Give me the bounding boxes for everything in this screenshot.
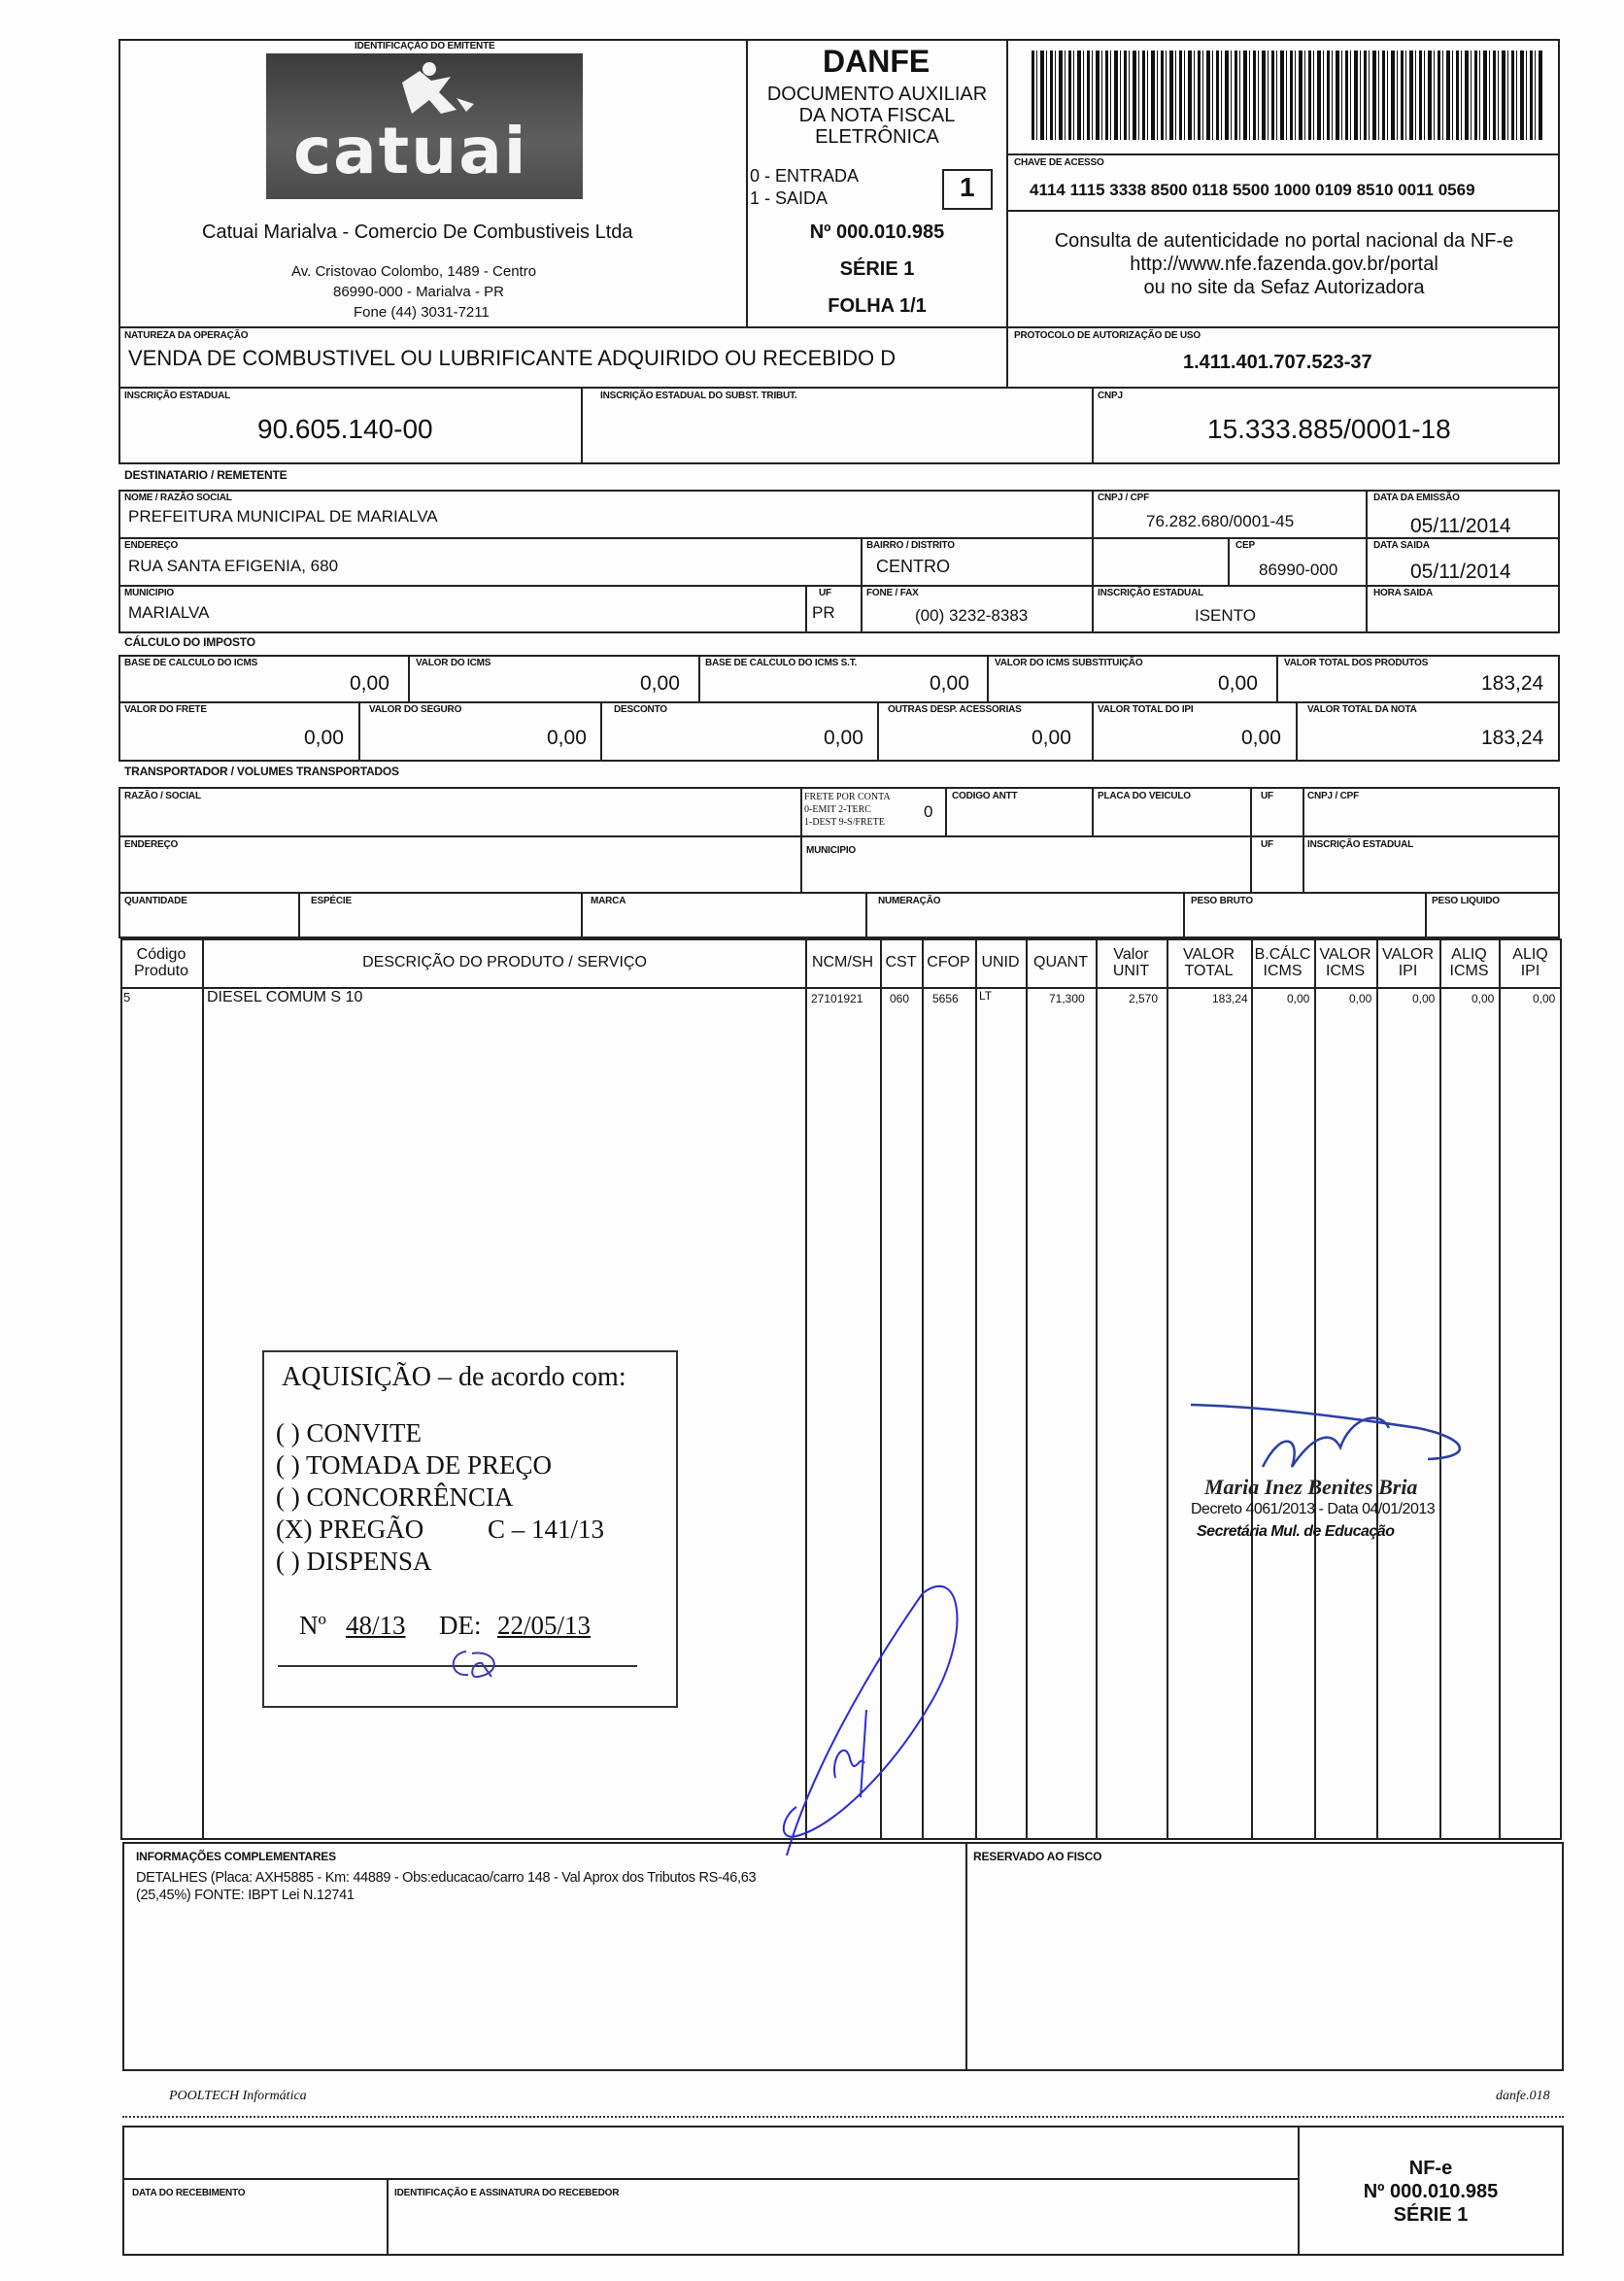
numeracao-label: NUMERAÇÃO bbox=[878, 896, 941, 906]
td-vicms: 0,00 bbox=[1349, 992, 1372, 1005]
stamp-pregao: (X) PREGÃO bbox=[276, 1515, 424, 1544]
marca-label: MARCA bbox=[591, 896, 626, 906]
th-cfop: CFOP bbox=[927, 954, 970, 970]
canhoto-numero: Nº 000.010.985 bbox=[1363, 2181, 1499, 2202]
dest-fone-label: FONE / FAX bbox=[866, 588, 919, 598]
dest-nome-label: NOME / RAZÃO SOCIAL bbox=[124, 493, 232, 503]
th-aipi-1: ALIQ bbox=[1512, 946, 1548, 963]
signature-cargo: Secretária Mul. de Educação bbox=[1197, 1523, 1395, 1540]
dest-cep: 86990-000 bbox=[1259, 561, 1338, 579]
data-recebimento-label: DATA DO RECEBIMENTO bbox=[132, 2188, 246, 2198]
dest-hora-label: HORA SAIDA bbox=[1373, 588, 1433, 598]
total-ipi-label: VALOR TOTAL DO IPI bbox=[1098, 704, 1194, 715]
th-cst: CST bbox=[885, 954, 917, 970]
dest-bairro-label: BAIRRO / DISTRITO bbox=[866, 540, 955, 551]
cut-line bbox=[122, 2116, 1564, 2118]
transp-razao-label: RAZÃO / SOCIAL bbox=[124, 791, 201, 801]
td-vtotal: 183,24 bbox=[1212, 992, 1248, 1005]
total-produtos-label: VALOR TOTAL DOS PRODUTOS bbox=[1284, 658, 1429, 668]
valor-icms-value: 0,00 bbox=[640, 672, 680, 695]
dest-nome: PREFEITURA MUNICIPAL DE MARIALVA bbox=[128, 507, 438, 526]
stamp-tomada: ( ) TOMADA DE PREÇO bbox=[276, 1450, 553, 1480]
th-descricao: DESCRIÇÃO DO PRODUTO / SERVIÇO bbox=[362, 954, 647, 970]
valor-icms-label: VALOR DO ICMS bbox=[416, 658, 491, 668]
total-nota-label: VALOR TOTAL DA NOTA bbox=[1307, 704, 1417, 715]
danfe-subtitle-1: DOCUMENTO AUXILIAR bbox=[766, 84, 988, 105]
ie-label: INSCRIÇÃO ESTADUAL bbox=[124, 391, 230, 401]
dest-cnpj: 76.282.680/0001-45 bbox=[1146, 512, 1295, 530]
tipo-value: 1 bbox=[960, 172, 975, 202]
th-codigo-1: Código bbox=[136, 946, 186, 963]
transp-uf-label: UF bbox=[1261, 791, 1273, 801]
desconto-label: DESCONTO bbox=[614, 704, 667, 715]
signature-decreto: Decreto 4061/2013 - Data 04/01/2013 bbox=[1191, 1501, 1436, 1517]
outras-desp-value: 0,00 bbox=[1032, 727, 1071, 749]
protocolo-value: 1.411.401.707.523-37 bbox=[1183, 352, 1372, 373]
frete-conta-l2: 0-EMIT 2-TERC bbox=[804, 804, 871, 815]
stamp-de: 22/05/13 bbox=[497, 1611, 592, 1640]
danfe-title: DANFE bbox=[823, 44, 930, 79]
natureza-label: NATUREZA DA OPERAÇÃO bbox=[124, 330, 249, 341]
consulta-line-3: ou no site da Sefaz Autorizadora bbox=[1143, 277, 1425, 298]
company-phone: Fone (44) 3031-7211 bbox=[354, 304, 490, 321]
td-unid: LT bbox=[979, 989, 993, 1003]
chave-value: 4114 1115 3338 8500 0118 5500 1000 0109 8510 0011 0569 bbox=[1030, 181, 1475, 199]
th-aipi-2: IPI bbox=[1520, 963, 1540, 979]
frete-label: VALOR DO FRETE bbox=[124, 704, 207, 715]
td-vunit: 2,570 bbox=[1129, 992, 1159, 1005]
natureza-value: VENDA DE COMBUSTIVEL OU LUBRIFICANTE ADQUIRIDO OU RECEBIDO D bbox=[128, 346, 897, 370]
base-icms-st-label: BASE DE CALCULO DO ICMS S.T. bbox=[705, 658, 858, 668]
barcode bbox=[1032, 51, 1544, 140]
th-vipi-2: IPI bbox=[1398, 963, 1418, 979]
stamp-initials-icon bbox=[439, 1644, 507, 1683]
td-descricao: DIESEL COMUM S 10 bbox=[207, 989, 363, 1005]
td-vipi: 0,00 bbox=[1412, 992, 1436, 1005]
total-produtos-value: 183,24 bbox=[1481, 672, 1544, 695]
protocolo-label: PROTOCOLO DE AUTORIZAÇÃO DE USO bbox=[1014, 330, 1201, 341]
td-aipi: 0,00 bbox=[1533, 992, 1556, 1005]
th-codigo-2: Produto bbox=[133, 963, 189, 979]
peso-liquido-label: PESO LIQUIDO bbox=[1432, 896, 1500, 906]
transp-municipio-label: MUNICIPIO bbox=[806, 845, 856, 856]
stamp-num-label: Nº bbox=[299, 1611, 326, 1640]
transp-uf2-label: UF bbox=[1261, 839, 1273, 850]
company-name: Catuai Marialva - Comercio De Combustiveis Ltda bbox=[202, 221, 633, 243]
td-bcalc: 0,00 bbox=[1287, 992, 1310, 1005]
fisco-label: RESERVADO AO FISCO bbox=[973, 1850, 1102, 1863]
stamp-dispensa: ( ) DISPENSA bbox=[276, 1547, 432, 1576]
transportador-section: TRANSPORTADOR / VOLUMES TRANSPORTADOS bbox=[124, 765, 399, 778]
dest-uf-label: UF bbox=[819, 588, 831, 598]
placa-label: PLACA DO VEICULO bbox=[1098, 791, 1191, 801]
dest-emissao-label: DATA DA EMISSÃO bbox=[1373, 493, 1460, 503]
th-aicms-2: ICMS bbox=[1449, 963, 1489, 979]
th-vipi-1: VALOR bbox=[1381, 946, 1435, 963]
th-bcalc-1: B.CÁLC bbox=[1254, 946, 1311, 963]
danfe-numero: Nº 000.010.985 bbox=[809, 221, 945, 243]
danfe-subtitle-3: ELETRÔNICA bbox=[815, 126, 939, 148]
th-vicms-2: ICMS bbox=[1326, 963, 1365, 979]
td-quant: 71,300 bbox=[1049, 992, 1085, 1005]
frete-value: 0,00 bbox=[304, 727, 344, 749]
dest-saida-label: DATA SAIDA bbox=[1373, 540, 1430, 551]
logo-text: catuai bbox=[293, 114, 528, 188]
dest-emissao: 05/11/2014 bbox=[1410, 515, 1511, 537]
icms-subst-label: VALOR DO ICMS SUBSTITUIÇÃO bbox=[995, 658, 1143, 668]
th-vtotal-1: VALOR bbox=[1182, 946, 1235, 963]
frete-conta-value: 0 bbox=[924, 802, 933, 821]
base-icms-st-value: 0,00 bbox=[930, 672, 969, 695]
signature-name: Maria Inez Benites Bria bbox=[1204, 1475, 1418, 1499]
emitente-label: IDENTIFICAÇÃO DO EMITENTE bbox=[355, 41, 495, 51]
peso-bruto-label: PESO BRUTO bbox=[1191, 896, 1253, 906]
canhoto-serie: SÉRIE 1 bbox=[1393, 2204, 1469, 2226]
dest-fone: (00) 3232-8383 bbox=[915, 606, 1029, 625]
dest-cep-label: CEP bbox=[1235, 540, 1255, 551]
stamp-concorrencia: ( ) CONCORRÊNCIA bbox=[276, 1482, 514, 1512]
td-aicms: 0,00 bbox=[1472, 992, 1495, 1005]
dest-municipio: MARIALVA bbox=[128, 603, 210, 622]
ie-st-label: INSCRIÇÃO ESTADUAL DO SUBST. TRIBUT. bbox=[600, 391, 797, 401]
stamp-title: AQUISIÇÃO – de acordo com: bbox=[282, 1362, 626, 1392]
dest-uf: PR bbox=[812, 603, 835, 622]
transp-endereco-label: ENDEREÇO bbox=[124, 839, 179, 850]
dest-ie: ISENTO bbox=[1195, 606, 1256, 625]
td-codigo: 5 bbox=[123, 990, 131, 1004]
seguro-label: VALOR DO SEGURO bbox=[369, 704, 462, 715]
company-logo bbox=[266, 53, 583, 199]
dest-cnpj-label: CNPJ / CPF bbox=[1098, 493, 1150, 503]
footer-form: danfe.018 bbox=[1496, 2089, 1550, 2103]
th-ncm: NCM/SH bbox=[811, 954, 874, 970]
company-address: Av. Cristovao Colombo, 1489 - Centro bbox=[291, 263, 537, 280]
th-quant: QUANT bbox=[1033, 954, 1088, 970]
th-bcalc-2: ICMS bbox=[1263, 963, 1303, 979]
company-city: 86990-000 - Marialva - PR bbox=[333, 284, 504, 300]
chave-label: CHAVE DE ACESSO bbox=[1014, 157, 1104, 168]
total-ipi-value: 0,00 bbox=[1241, 727, 1281, 749]
cnpj-value: 15.333.885/0001-18 bbox=[1207, 414, 1451, 444]
stamp-pregao-num: C – 141/13 bbox=[488, 1515, 605, 1544]
danfe-folha: FOLHA 1/1 bbox=[828, 295, 927, 317]
consulta-line-1: Consulta de autenticidade no portal nacional da NF-e bbox=[1054, 230, 1514, 252]
total-nota-value: 183,24 bbox=[1481, 727, 1544, 749]
td-cst: 060 bbox=[890, 992, 910, 1005]
consulta-line-2: http://www.nfe.fazenda.gov.br/portal bbox=[1130, 254, 1438, 275]
dest-municipio-label: MUNICIPIO bbox=[124, 588, 174, 598]
th-vunit-2: UNIT bbox=[1112, 963, 1150, 979]
info-label: INFORMAÇÕES COMPLEMENTARES bbox=[136, 1850, 336, 1863]
transp-ie-label: INSCRIÇÃO ESTADUAL bbox=[1307, 839, 1413, 850]
imposto-section: CÁLCULO DO IMPOSTO bbox=[124, 635, 255, 649]
antt-label: CODIGO ANTT bbox=[952, 791, 1018, 801]
dest-endereco-label: ENDEREÇO bbox=[124, 540, 179, 551]
ie-value: 90.605.140-00 bbox=[257, 414, 433, 444]
entrada-option: 0 - ENTRADA bbox=[750, 166, 860, 186]
dest-endereco: RUA SANTA EFIGENIA, 680 bbox=[128, 557, 339, 575]
icms-subst-value: 0,00 bbox=[1218, 672, 1258, 695]
base-icms-value: 0,00 bbox=[350, 672, 389, 695]
info-line-1: DETALHES (Placa: AXH5885 - Km: 44889 - Obs:educacao/carro 148 - Val Aprox dos Tributos RS-46,63 bbox=[136, 1870, 757, 1886]
th-vicms-1: VALOR bbox=[1319, 946, 1371, 963]
danfe-subtitle-2: DA NOTA FISCAL bbox=[798, 105, 956, 126]
td-ncm: 27101921 bbox=[811, 992, 863, 1005]
transp-cnpj-label: CNPJ / CPF bbox=[1307, 791, 1360, 801]
stamp-convite: ( ) CONVITE bbox=[276, 1418, 422, 1447]
info-line-2: (25,45%) FONTE: IBPT Lei N.12741 bbox=[136, 1888, 355, 1903]
stamp-de-label: DE: bbox=[439, 1611, 482, 1640]
especie-label: ESPÉCIE bbox=[311, 896, 352, 906]
stamp-num: 48/13 bbox=[346, 1611, 406, 1640]
th-aicms-1: ALIQ bbox=[1451, 946, 1487, 963]
canhoto-nfe: NF-e bbox=[1408, 2158, 1453, 2179]
danfe-serie: SÉRIE 1 bbox=[839, 258, 915, 280]
dest-ie-label: INSCRIÇÃO ESTADUAL bbox=[1098, 588, 1203, 598]
outras-desp-label: OUTRAS DESP. ACESSORIAS bbox=[888, 704, 1022, 715]
dest-saida: 05/11/2014 bbox=[1410, 561, 1511, 583]
quantidade-label: QUANTIDADE bbox=[124, 896, 187, 906]
desconto-value: 0,00 bbox=[824, 727, 863, 749]
cnpj-label: CNPJ bbox=[1098, 391, 1123, 401]
th-vunit-1: Valor bbox=[1113, 946, 1149, 963]
th-unid: UNID bbox=[981, 954, 1020, 970]
signature-scribble-icon bbox=[777, 1574, 971, 1865]
dest-bairro: CENTRO bbox=[876, 557, 950, 576]
footer-software: POOLTECH Informática bbox=[169, 2089, 307, 2103]
destinatario-section: DESTINATARIO / REMETENTE bbox=[124, 468, 288, 482]
saida-option: 1 - SAIDA bbox=[750, 188, 829, 208]
frete-conta-l3: 1-DEST 9-S/FRETE bbox=[804, 817, 885, 828]
frete-conta-l1: FRETE POR CONTA bbox=[804, 792, 891, 802]
th-vtotal-2: TOTAL bbox=[1184, 963, 1234, 979]
base-icms-label: BASE DE CALCULO DO ICMS bbox=[124, 658, 258, 668]
aquisicao-stamp bbox=[262, 1350, 678, 1708]
td-cfop: 5656 bbox=[932, 992, 959, 1005]
identificacao-recebedor-label: IDENTIFICAÇÃO E ASSINATURA DO RECEBEDOR bbox=[394, 2188, 620, 2198]
seguro-value: 0,00 bbox=[547, 727, 587, 749]
